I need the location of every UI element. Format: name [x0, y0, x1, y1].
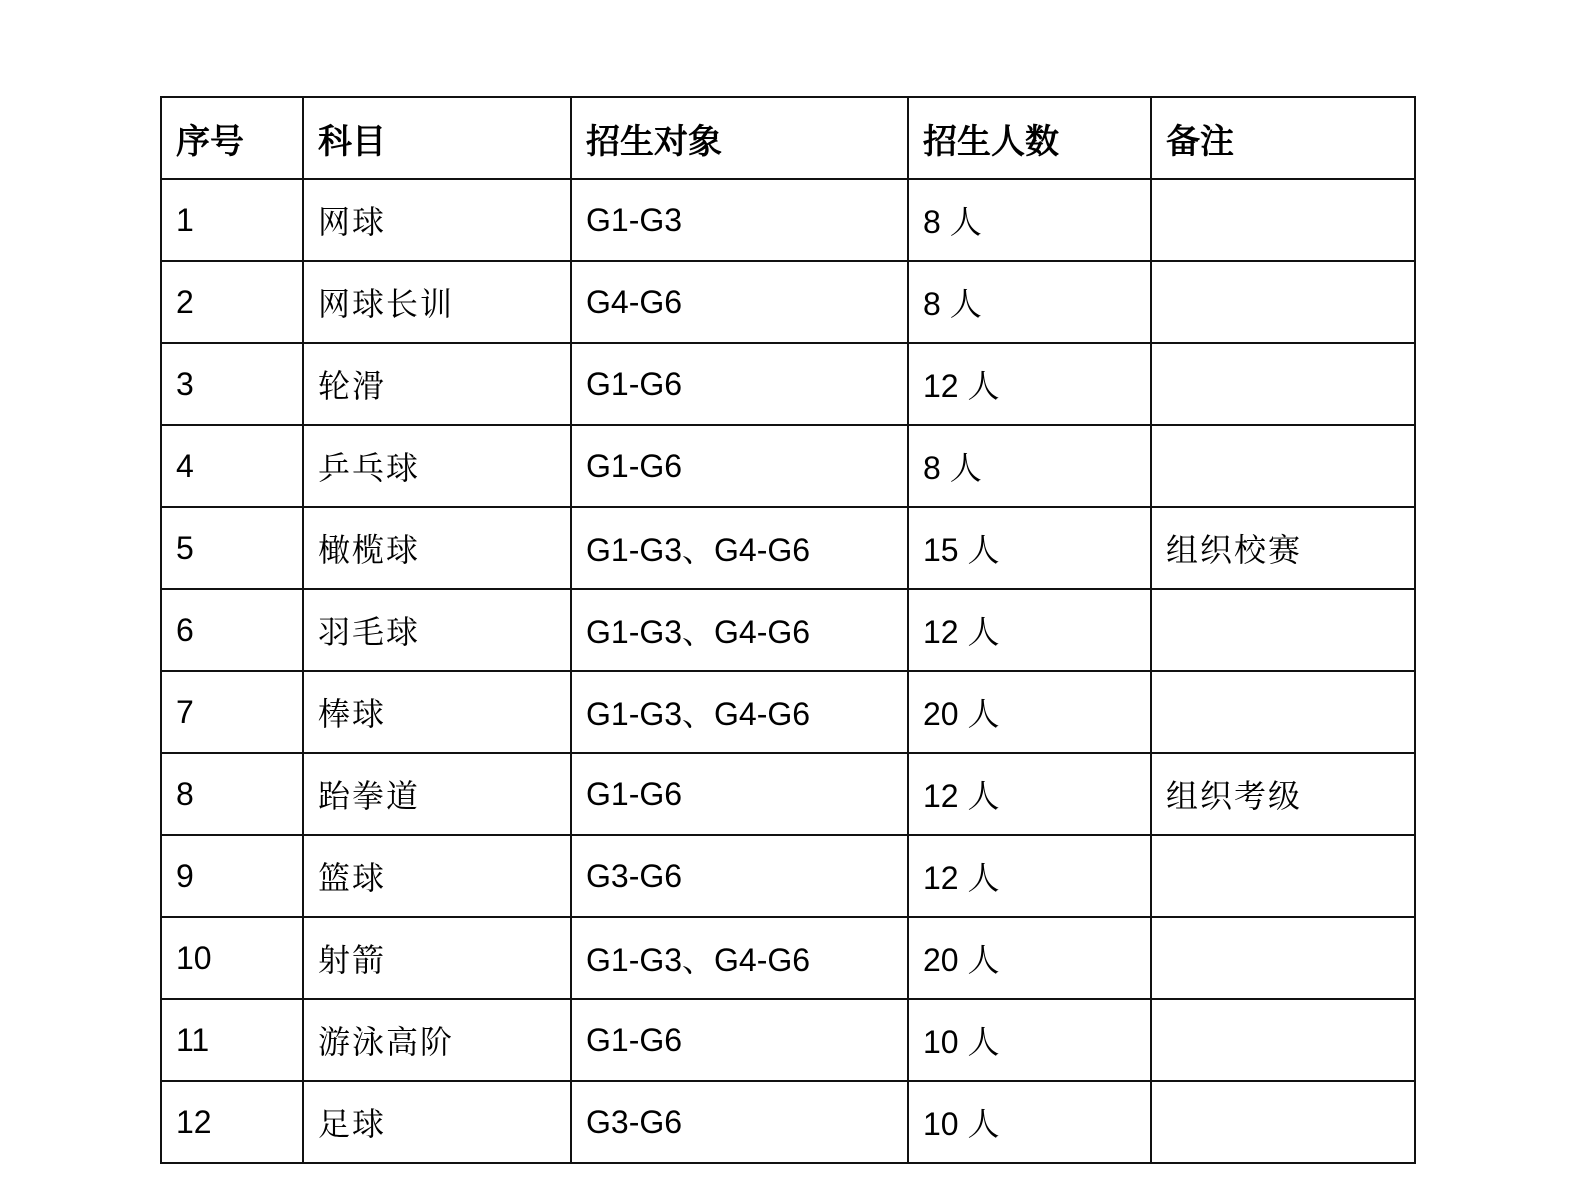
cell-no: 3	[161, 343, 303, 425]
cell-note: 组织校赛	[1151, 507, 1415, 589]
cell-subject: 游泳高阶	[303, 999, 571, 1081]
cell-target: G4-G6	[571, 261, 908, 343]
cell-note	[1151, 425, 1415, 507]
cell-subject: 网球	[303, 179, 571, 261]
enrollment-table	[160, 96, 1416, 1164]
cell-count: 8 人	[908, 425, 1151, 507]
header-subject: 科目	[303, 97, 571, 179]
cell-target: G1-G3	[571, 179, 908, 261]
cell-target: G3-G6	[571, 1081, 908, 1163]
cell-target: G1-G3、G4-G6	[571, 671, 908, 753]
cell-no: 11	[161, 999, 303, 1081]
table-row	[161, 999, 1415, 1081]
table-row	[161, 589, 1415, 671]
cell-subject: 网球长训	[303, 261, 571, 343]
cell-subject: 射箭	[303, 917, 571, 999]
cell-count: 12 人	[908, 589, 1151, 671]
cell-count: 10 人	[908, 999, 1151, 1081]
cell-count: 12 人	[908, 343, 1151, 425]
cell-count: 12 人	[908, 835, 1151, 917]
cell-count: 10 人	[908, 1081, 1151, 1163]
enrollment-table-container	[160, 96, 1414, 1164]
cell-count: 12 人	[908, 753, 1151, 835]
cell-target: G1-G6	[571, 425, 908, 507]
table-row	[161, 261, 1415, 343]
cell-subject: 跆拳道	[303, 753, 571, 835]
header-no: 序号	[161, 97, 303, 179]
cell-subject: 轮滑	[303, 343, 571, 425]
cell-subject: 羽毛球	[303, 589, 571, 671]
cell-note	[1151, 999, 1415, 1081]
table-row	[161, 425, 1415, 507]
cell-no: 4	[161, 425, 303, 507]
cell-count: 8 人	[908, 261, 1151, 343]
cell-no: 7	[161, 671, 303, 753]
cell-target: G1-G6	[571, 343, 908, 425]
cell-no: 2	[161, 261, 303, 343]
cell-no: 6	[161, 589, 303, 671]
cell-note: 组织考级	[1151, 753, 1415, 835]
cell-count: 15 人	[908, 507, 1151, 589]
table-row	[161, 179, 1415, 261]
cell-subject: 乒乓球	[303, 425, 571, 507]
cell-target: G1-G6	[571, 999, 908, 1081]
cell-note	[1151, 835, 1415, 917]
cell-note	[1151, 179, 1415, 261]
cell-target: G1-G6	[571, 753, 908, 835]
cell-target: G3-G6	[571, 835, 908, 917]
cell-no: 5	[161, 507, 303, 589]
cell-note	[1151, 917, 1415, 999]
table-row	[161, 343, 1415, 425]
cell-no: 10	[161, 917, 303, 999]
table-row	[161, 835, 1415, 917]
table-body	[161, 179, 1415, 1163]
cell-note	[1151, 261, 1415, 343]
cell-count: 20 人	[908, 671, 1151, 753]
header-count: 招生人数	[908, 97, 1151, 179]
cell-no: 12	[161, 1081, 303, 1163]
cell-note	[1151, 1081, 1415, 1163]
table-row	[161, 753, 1415, 835]
cell-target: G1-G3、G4-G6	[571, 507, 908, 589]
cell-no: 8	[161, 753, 303, 835]
table-row	[161, 1081, 1415, 1163]
cell-note	[1151, 343, 1415, 425]
table-row	[161, 917, 1415, 999]
cell-subject: 橄榄球	[303, 507, 571, 589]
table-header-row	[161, 97, 1415, 179]
cell-target: G1-G3、G4-G6	[571, 589, 908, 671]
cell-count: 20 人	[908, 917, 1151, 999]
cell-target: G1-G3、G4-G6	[571, 917, 908, 999]
cell-no: 9	[161, 835, 303, 917]
cell-subject: 棒球	[303, 671, 571, 753]
table-row	[161, 671, 1415, 753]
header-target: 招生对象	[571, 97, 908, 179]
cell-no: 1	[161, 179, 303, 261]
cell-note	[1151, 589, 1415, 671]
cell-subject: 足球	[303, 1081, 571, 1163]
cell-note	[1151, 671, 1415, 753]
cell-subject: 篮球	[303, 835, 571, 917]
table-row	[161, 507, 1415, 589]
cell-count: 8 人	[908, 179, 1151, 261]
header-note: 备注	[1151, 97, 1415, 179]
